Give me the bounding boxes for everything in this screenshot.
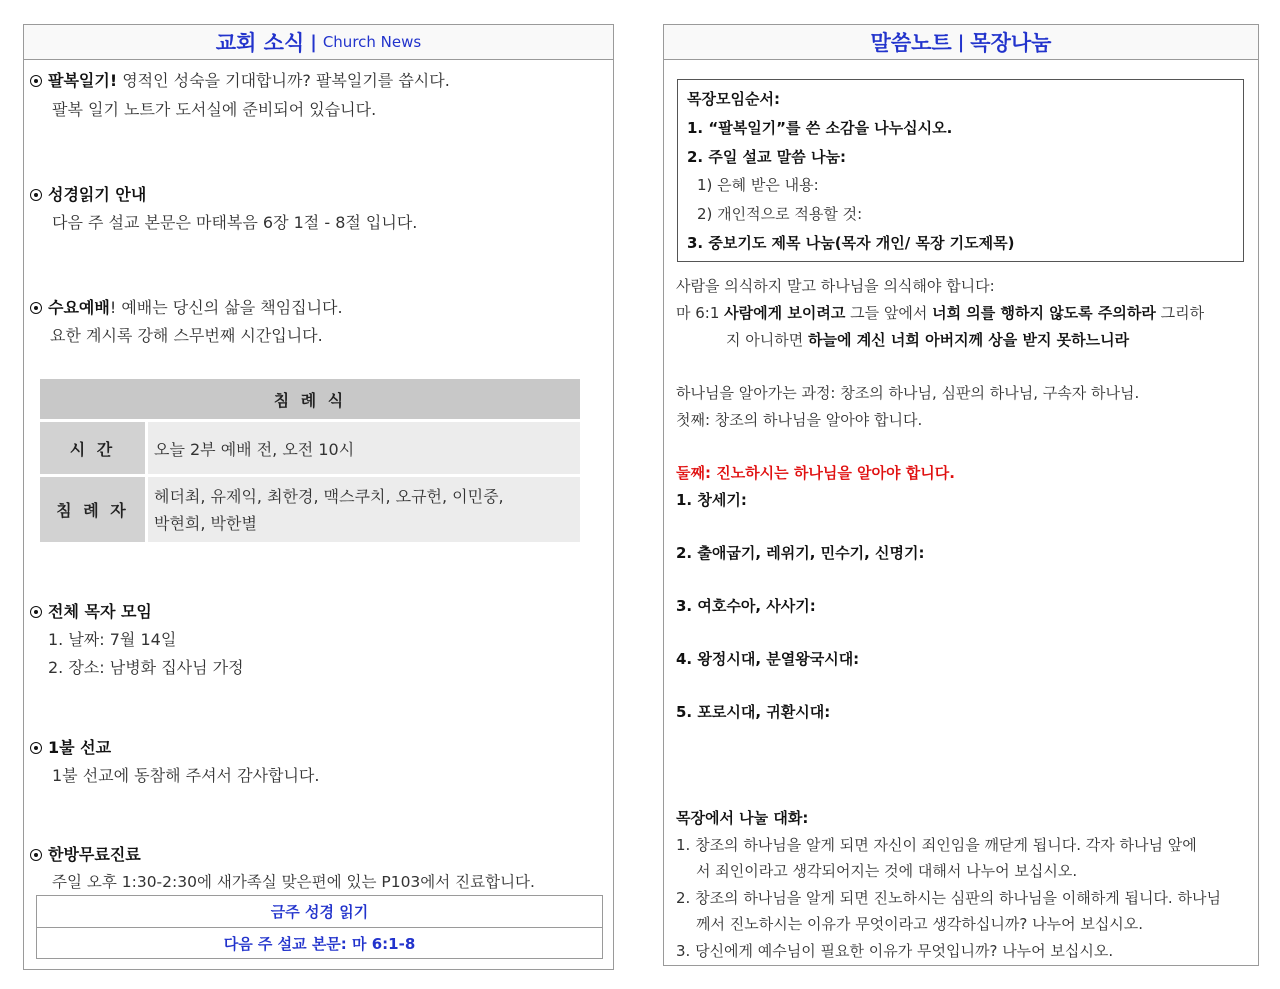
clinic-title: 한방무료진료 xyxy=(48,845,141,864)
verse-bold3: 하늘에 계신 너희 아버지께 상을 받지 못하느니라 xyxy=(808,331,1130,349)
mission-title: 1불 선교 xyxy=(48,738,112,757)
bible-reading-heading xyxy=(30,182,146,205)
book-item-1: 1. 창세기: xyxy=(676,491,747,509)
bible-reading-text: 다음 주 설교 본문은 마태복음 6장 1절 - 8절 입니다. xyxy=(52,213,418,232)
wednesday-title: 수요예배 xyxy=(48,298,110,317)
book-item-2: 2. 출애굽기, 레위기, 민수기, 신명기: xyxy=(676,544,925,562)
diary-text: 영적인 성숙을 기대합니까? 팔복일기를 씁시다. xyxy=(117,71,450,90)
sermon-note-header xyxy=(664,25,1258,60)
sermon-note-title: 말씀노트 xyxy=(870,31,952,55)
pastors-heading xyxy=(30,599,152,622)
verse-ref: 마 6:1 xyxy=(676,304,725,322)
bullet-icon xyxy=(30,742,42,754)
baptism-table xyxy=(40,379,580,542)
first-text: 첫째: 창조의 하나님을 알아야 합니다. xyxy=(676,411,923,429)
church-news-header xyxy=(24,25,613,60)
verse-bold2: 너희 의를 행하지 않도록 주의하라 xyxy=(932,304,1156,322)
order-item2b: 2) 개인적으로 적용할 것: xyxy=(697,205,863,223)
order-title: 목장모임순서: xyxy=(687,90,780,108)
diary-line1 xyxy=(30,68,450,91)
mission-heading xyxy=(30,735,111,758)
order-item3: 3. 중보기도 제목 나눔(목자 개인/ 목장 기도제목) xyxy=(687,234,1015,252)
order-item2: 2. 주일 설교 말씀 나눔: xyxy=(687,148,846,166)
book-item-4: 4. 왕정시대, 분열왕국시대: xyxy=(676,650,860,668)
people-line1: 헤더최, 유제익, 최한경, 맥스쿠치, 오규헌, 이민중, xyxy=(154,486,504,506)
bullet-icon xyxy=(30,849,42,861)
wednesday-text: ! 예배는 당신의 삶을 책임집니다. xyxy=(109,298,343,317)
verse-line2 xyxy=(726,329,1129,350)
second-text: 둘째: 진노하시는 하나님을 알아야 합니다. xyxy=(676,464,955,482)
wednesday-line2: 요한 계시록 강해 스무번째 시간입니다. xyxy=(50,326,323,345)
order-item1: 1. “팔복일기”를 쓴 소감을 나누십시오. xyxy=(687,119,953,137)
intro-text: 사람을 의식하지 말고 하나님을 의식해야 합니다: xyxy=(676,277,995,295)
verse-normal1: 그들 앞에서 xyxy=(845,304,933,322)
pastors-item2: 2. 장소: 남병화 집사님 가정 xyxy=(48,658,244,677)
verse-bold1: 사람에게 보이려고 xyxy=(724,304,846,322)
process-text: 하나님을 알아가는 과정: 창조의 하나님, 심판의 하나님, 구속자 하나님. xyxy=(676,384,1140,402)
verse-line1 xyxy=(676,302,1204,323)
meeting-order-box xyxy=(677,79,1244,262)
bullet-icon xyxy=(30,302,42,314)
diary-title: 팔복일기! xyxy=(48,71,118,90)
clinic-heading xyxy=(30,842,141,865)
sermon-note-subtitle: 목장나눔 xyxy=(970,31,1052,55)
pastors-item1: 1. 날짜: 7월 14일 xyxy=(48,630,177,649)
mission-text: 1불 선교에 동참해 주셔서 감사합니다. xyxy=(52,766,320,785)
reading-box-row1: 금주 성경 읽기 xyxy=(270,903,369,921)
people-value xyxy=(148,474,580,542)
church-news-title: 교회 소식 xyxy=(215,31,305,55)
bullet-icon xyxy=(30,75,42,87)
time-value: 오늘 2부 예배 전, 오전 10시 xyxy=(148,419,580,474)
order-item2a: 1) 은혜 받은 내용: xyxy=(697,176,819,194)
bullet-icon xyxy=(30,189,42,201)
talk-item2-line2: 께서 진노하시는 이유가 무엇이라고 생각하십니까? 나누어 보십시오. xyxy=(696,915,1144,933)
reading-box xyxy=(36,895,603,959)
talk-item1-line1: 1. 창조의 하나님을 알게 되면 자신이 죄인임을 깨닫게 됩니다. 각자 하나님 앞에 xyxy=(676,836,1197,854)
clinic-text: 주일 오후 1:30-2:30에 새가족실 맞은편에 있는 P103에서 진료합니다. xyxy=(52,873,535,891)
people-line2: 박현희, 박한별 xyxy=(154,513,257,533)
talk-item2-line1: 2. 창조의 하나님을 알게 되면 진노하시는 심판의 하나님을 이해하게 됩니다. 하나님 xyxy=(676,889,1221,907)
verse-normal3: 지 아니하면 xyxy=(726,331,808,349)
people-label: 침 례 자 xyxy=(40,474,148,542)
bible-reading-title: 성경읽기 안내 xyxy=(48,185,147,204)
diary-line2: 팔복 일기 노트가 도서실에 준비되어 있습니다. xyxy=(52,100,377,119)
talk-item1-line2: 서 죄인이라고 생각되어지는 것에 대해서 나누어 보십시오. xyxy=(696,862,1078,880)
verse-normal2: 그리하 xyxy=(1155,304,1205,322)
church-news-subtitle: Church News xyxy=(322,33,422,51)
bullet-icon xyxy=(30,606,42,618)
talk-title: 목장에서 나눌 대화: xyxy=(676,809,809,827)
wednesday-line1 xyxy=(30,295,343,318)
baptism-title: 침 례 식 xyxy=(40,379,580,419)
time-label: 시 간 xyxy=(40,419,148,474)
talk-item3: 3. 당신에게 예수님이 필요한 이유가 무엇입니까? 나누어 보십시오. xyxy=(676,942,1114,960)
book-item-5: 5. 포로시대, 귀환시대: xyxy=(676,703,831,721)
reading-box-row2: 다음 주 설교 본문: 마 6:1-8 xyxy=(37,927,602,959)
header-separator: | xyxy=(310,31,317,53)
book-item-3: 3. 여호수아, 사사기: xyxy=(676,597,816,615)
pastors-title: 전체 목자 모임 xyxy=(48,602,152,621)
header-separator: | xyxy=(957,31,965,53)
